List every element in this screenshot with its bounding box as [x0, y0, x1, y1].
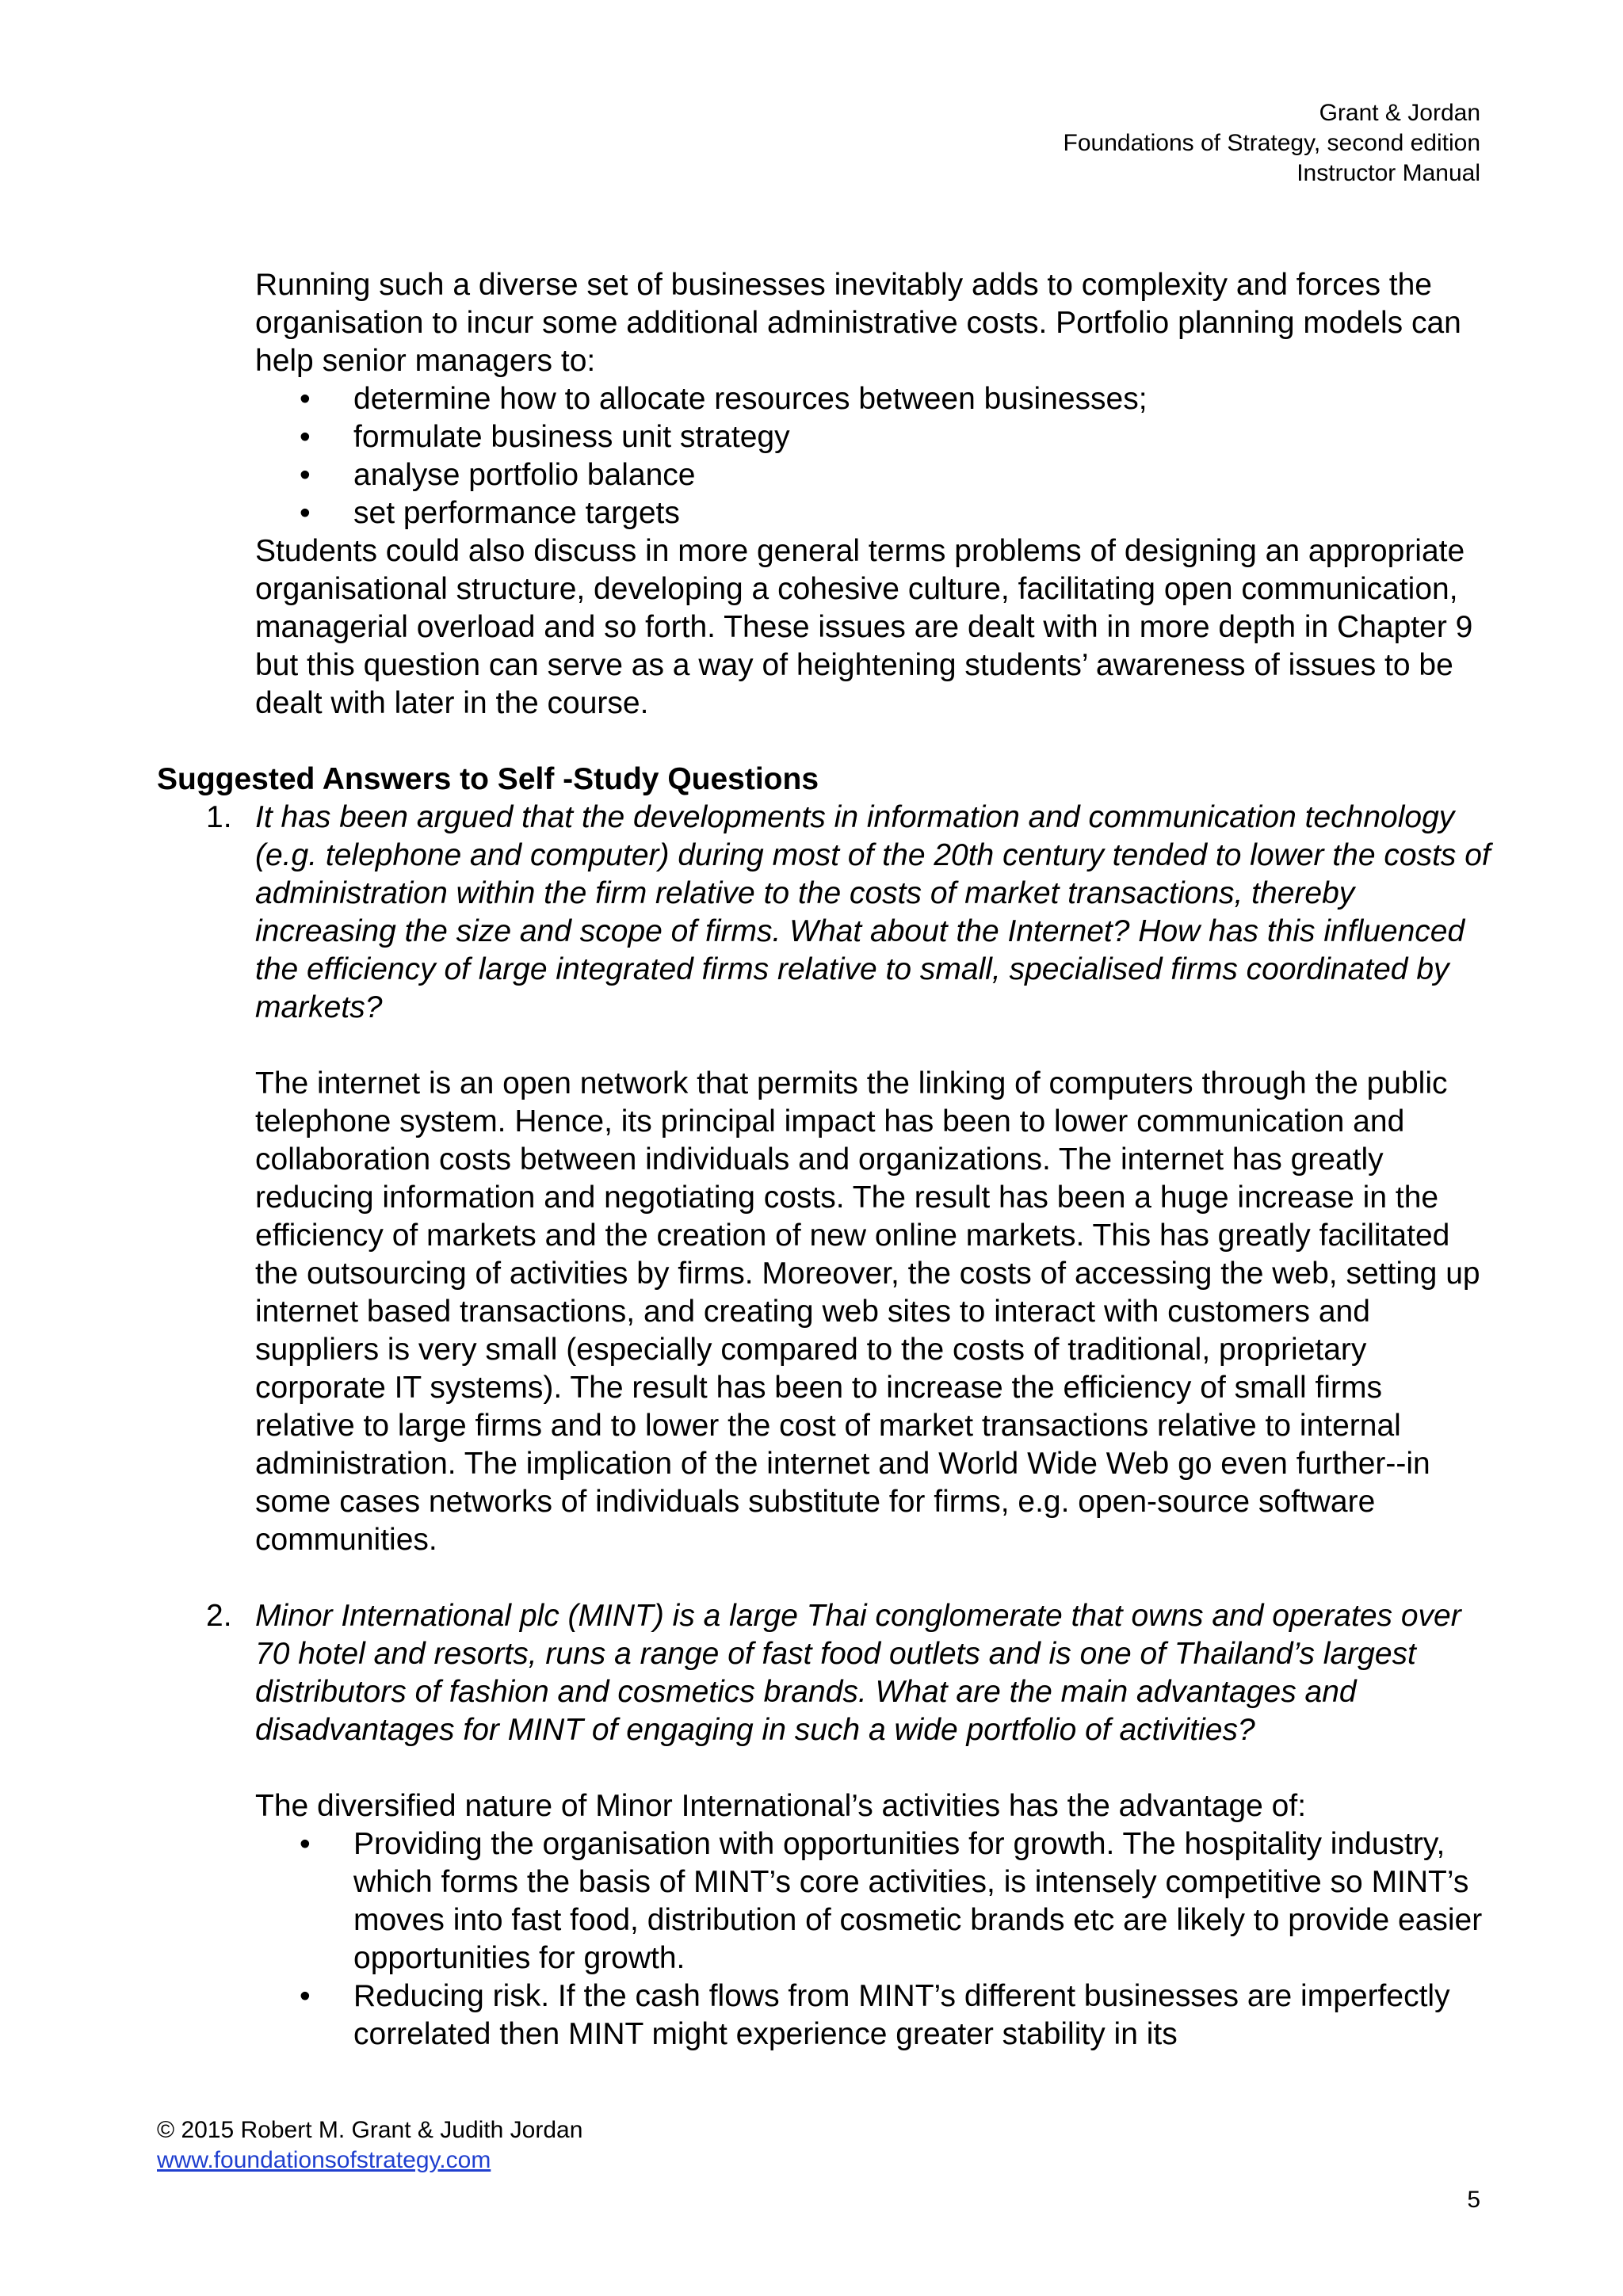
- list-item: • Reducing risk. If the cash flows from MINT’s different businesses are imperfectly correlated then MINT might experience greater stability in its: [300, 1979, 1450, 2051]
- page-header: [688, 98, 1480, 189]
- question-number: 2.: [206, 1599, 232, 1633]
- header-manual-label: Instructor Manual: [1296, 160, 1480, 186]
- question-item-2: [157, 1597, 1488, 1825]
- page-body: [157, 266, 1491, 2054]
- question-text: It has been argued that the developments in information and communication technology (e.g. telephone and computer) during most of the 20th century tended to lower the costs of administration within the firm relative to the costs of market transactions, thereby increasing the size and scope of firms. What about the Internet? How has this influenced the efficiency of large integrated firms relative to small, specialised firms coordinated by markets?: [255, 800, 1491, 1024]
- bullet-icon: •: [300, 458, 311, 492]
- answer-intro: The diversified nature of Minor International’s activities has the advantage of:: [255, 1789, 1307, 1823]
- question-item-1: [157, 799, 1491, 1559]
- list-item: • formulate business unit strategy: [255, 418, 1491, 456]
- bullet-icon: •: [300, 496, 311, 530]
- answer-text: The internet is an open network that permits the linking of computers through the public telephone system. Hence, its principal impact has been to lower communication and collaboration costs between individuals and organizations. The internet has greatly reducing information and negotiating costs. The result has been a huge increase in the efficiency of markets and the creation of new online markets. This has greatly facilitated the outsourcing of activities by firms. Moreover, the costs of accessing the web, setting up internet based transactions, and creating web sites to interact with customers and suppliers is very small (especially compared to the costs of traditional, proprietary corporate IT systems). The result has been to increase the efficiency of small firms relative to large firms and to lower the cost of market transactions relative to internal administration. The implication of the internet and World Wide Web go even further--in some cases networks of individuals substitute for firms, e.g. open-source software communities.: [255, 1066, 1480, 1557]
- question-text: Minor International plc (MINT) is a large Thai conglomerate that owns and operates over 70 hotel and resorts, runs a range of fast food outlets and is one of Thailand’s largest distributors of fashion and cosmetics brands. What are the main advantages and disadvantages for MINT of engaging in such a wide portfolio of activities?: [255, 1599, 1461, 1747]
- website-link[interactable]: www.foundationsofstrategy.com: [157, 2147, 491, 2173]
- bullet-icon: •: [300, 382, 311, 416]
- list-item: • Providing the organisation with opportunities for growth. The hospitality industry, which forms the basis of MINT’s core activities, is intensely competitive so MINT’s moves into fast food, distribution of cosmetic brands etc are likely to provide easier opportunities for growth.: [300, 1827, 1483, 1975]
- list-item: • determine how to allocate resources between businesses;: [255, 380, 1491, 418]
- bullet-icon: •: [300, 1979, 311, 2013]
- bullet-icon: •: [300, 1827, 311, 1861]
- question-number: 1.: [206, 800, 232, 834]
- intro-bullet-list: [255, 380, 1488, 532]
- header-authors: Grant & Jordan: [1319, 100, 1480, 126]
- intro-closing-paragraph: Students could also discuss in more general terms problems of designing an appropriate organisational structure, developing a cohesive culture, facilitating open communication, managerial overload and so forth. These issues are dealt with in more depth in Chapter 9 but this question can serve as a way of heightening students’ awareness of issues to be dealt with later in the course.: [255, 534, 1473, 720]
- list-item: • analyse portfolio balance: [255, 456, 1491, 494]
- list-item: • set performance targets: [255, 494, 1491, 532]
- header-book-title: Foundations of Strategy, second edition: [1063, 130, 1480, 156]
- intro-paragraph: Running such a diverse set of businesses inevitably adds to complexity and forces the organisation to incur some additional administrative costs. Portfolio planning models can help senior managers to:: [255, 268, 1461, 378]
- section-heading: Suggested Answers to Self -Study Questions: [157, 762, 819, 796]
- page-footer: [157, 2115, 582, 2176]
- bullet-icon: •: [300, 420, 311, 454]
- page-number: 5: [1467, 2187, 1480, 2213]
- answer-bullet-list: [255, 1825, 1488, 2054]
- copyright-notice: © 2015 Robert M. Grant & Judith Jordan: [157, 2117, 583, 2143]
